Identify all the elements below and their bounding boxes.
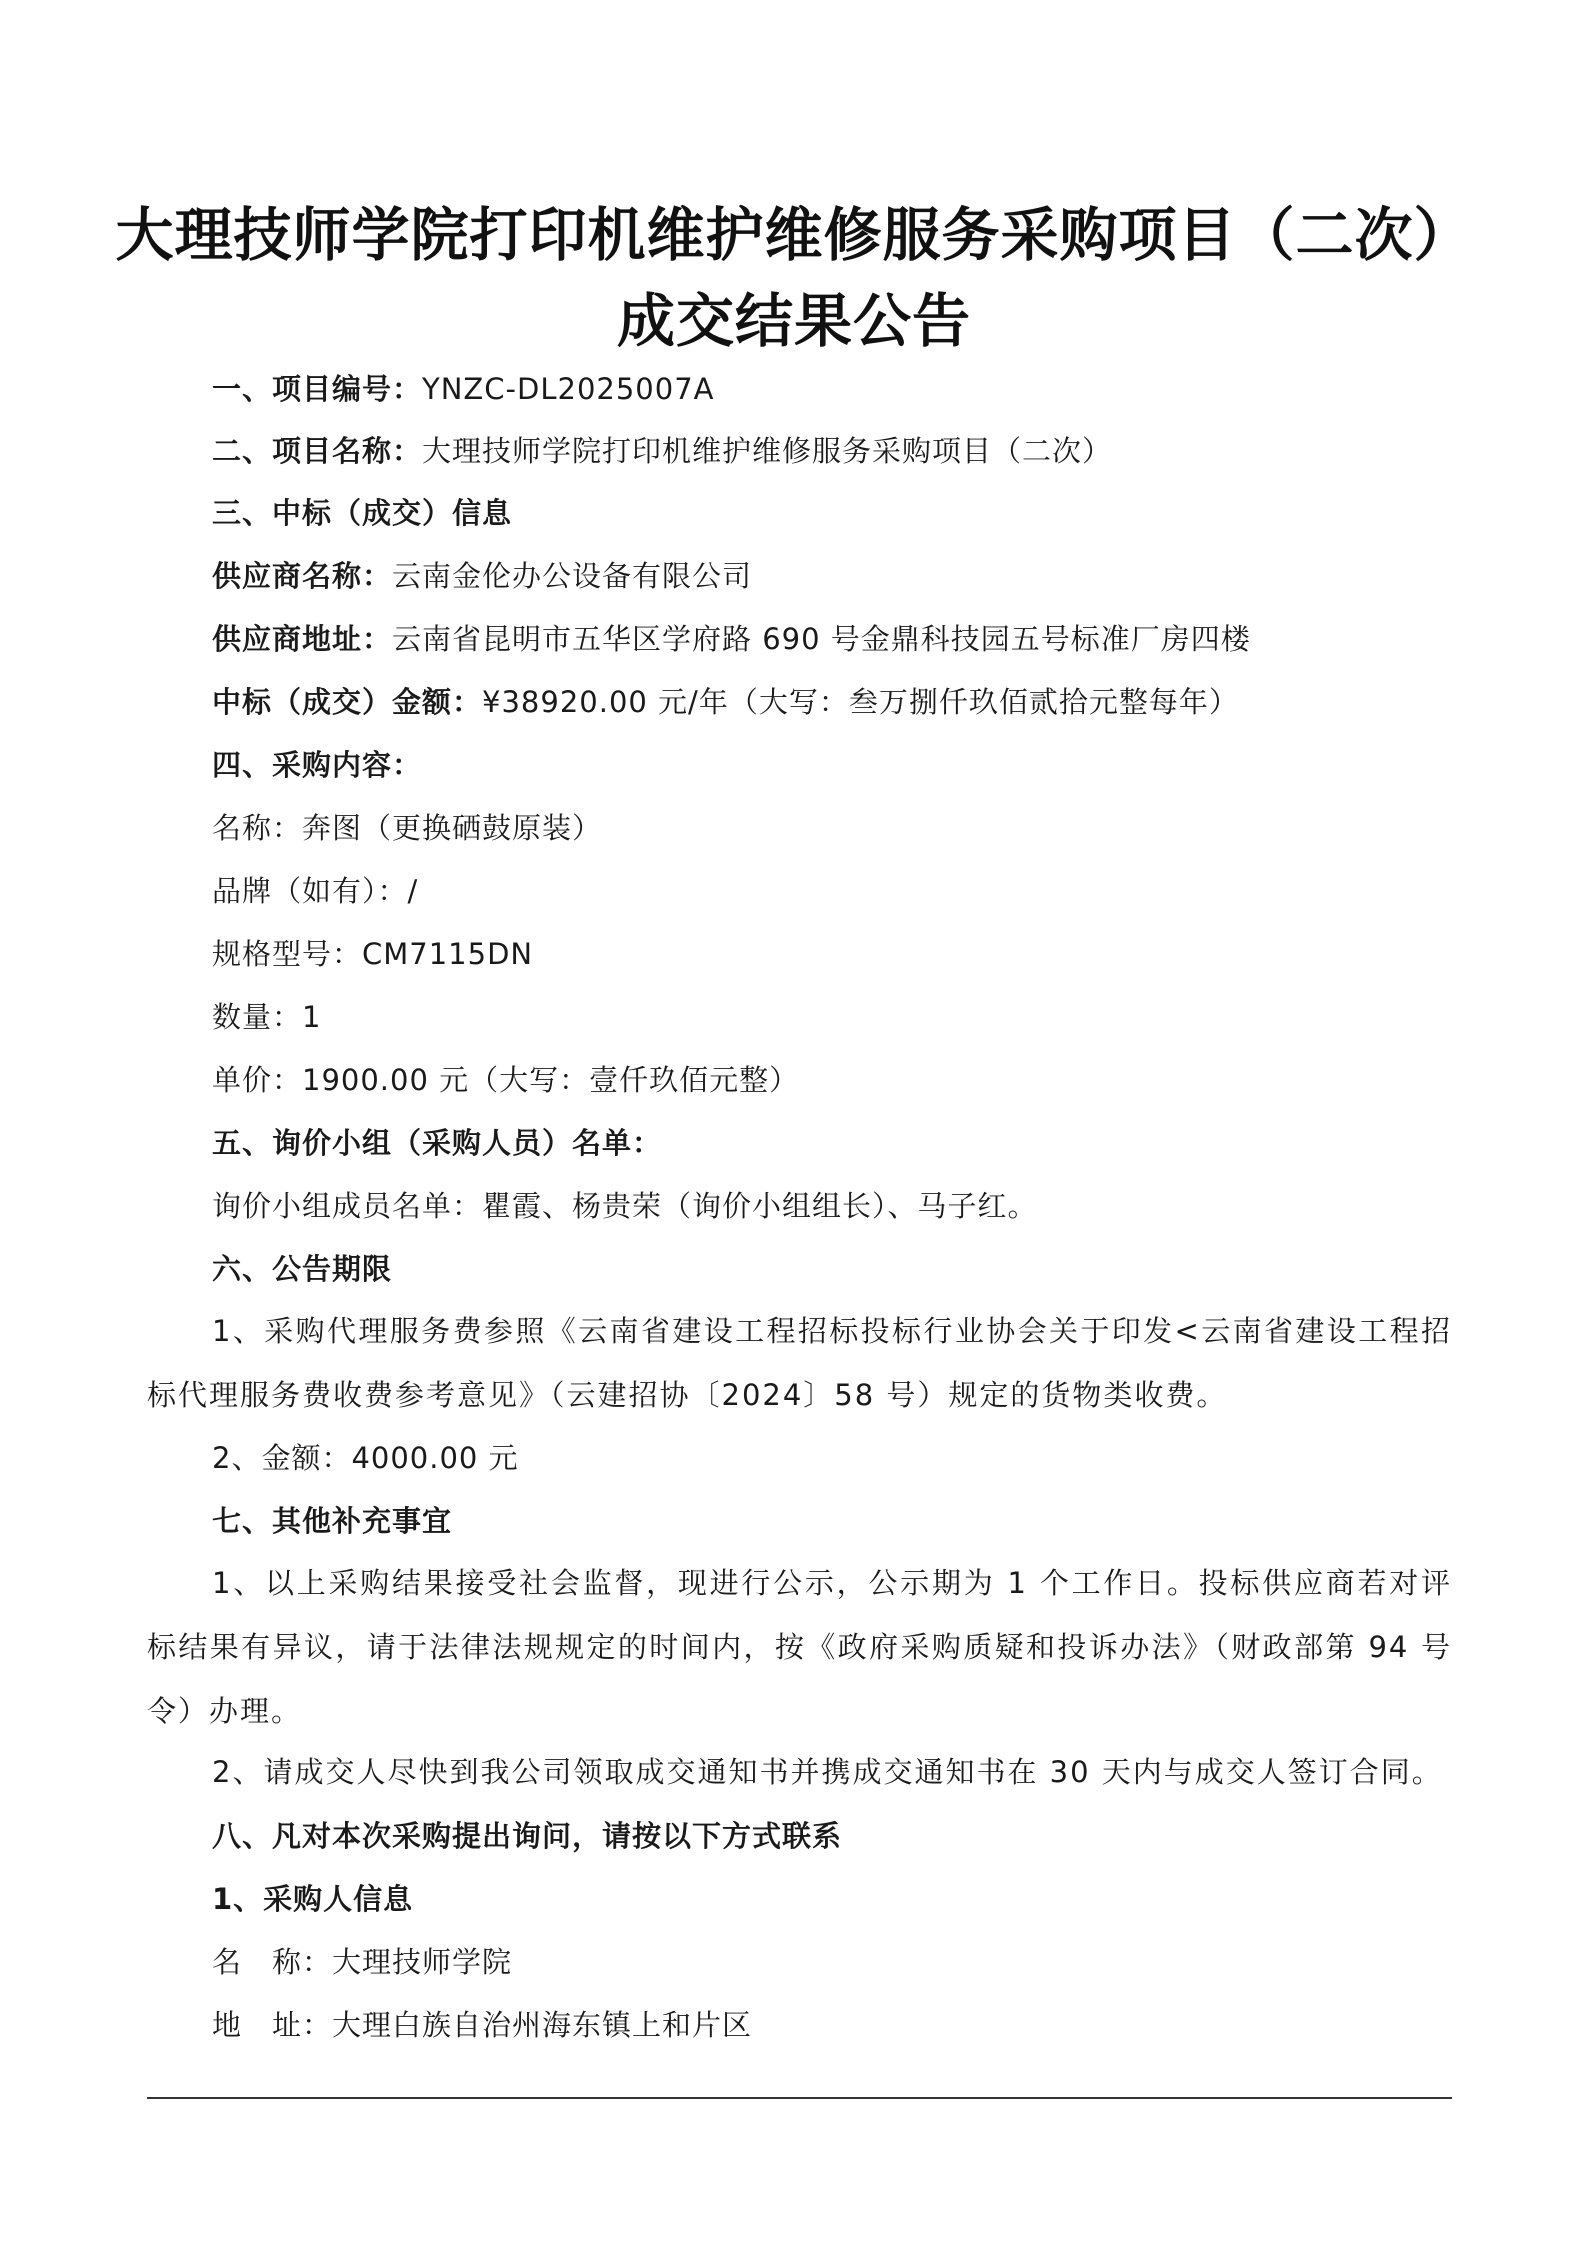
supplier-name-line [212, 559, 753, 593]
section-7-paragraph-1: 1、以上采购结果接受社会监督，现进行公示，公示期为 1 个工作日。投标供应商若对评标结果有异议，请于法律法规规定的时间内，按《政府采购质疑和投诉办法》（财政部第 94 号令）办理。 [147, 1566, 1452, 1728]
purchaser-address-label: 地 址： [212, 2008, 333, 2042]
document-title-line2: 成交结果公告 [616, 287, 971, 355]
purchaser-address-line [212, 2008, 753, 2042]
item-brand: 品牌（如有）：/ [212, 874, 419, 908]
document-title-line1: 大理技师学院打印机维护维修服务采购项目（二次） [115, 201, 1473, 269]
section-3-heading: 三、中标（成交）信息 [212, 496, 513, 530]
award-amount-value: ¥38920.00 元/年（大写：叁万捌仟玖佰贰拾元整每年） [482, 685, 1239, 719]
supplier-name-label: 供应商名称： [212, 559, 393, 593]
section-5-heading: 五、询价小组（采购人员）名单： [212, 1126, 663, 1160]
section-4-heading: 四、采购内容： [212, 748, 423, 782]
purchaser-info-heading: 1、采购人信息 [212, 1882, 414, 1916]
supplier-address-label: 供应商地址： [212, 622, 393, 656]
section-7-heading: 七、其他补充事宜 [212, 1504, 453, 1538]
purchaser-name-value: 大理技师学院 [332, 1945, 513, 1979]
supplier-address-value: 云南省昆明市五华区学府路 690 号金鼎科技园五号标准厂房四楼 [392, 622, 1251, 656]
supplier-name-value: 云南金伦办公设备有限公司 [392, 559, 753, 593]
item-quantity: 数量：1 [212, 1000, 322, 1034]
section-6-paragraph-1: 1、采购代理服务费参照《云南省建设工程招标投标行业协会关于印发<云南省建设工程招标代理服务费收费参考意见》（云建招协〔2024〕58 号）规定的货物类收费。 [147, 1314, 1452, 1412]
purchaser-name-label: 名 称： [212, 1945, 333, 1979]
footer-divider [147, 2097, 1452, 2099]
section-6-paragraph-2: 2、金额：4000.00 元 [212, 1441, 519, 1475]
item-name: 名称：奔图（更换硒鼓原装） [212, 811, 603, 845]
item-unit-price: 单价：1900.00 元（大写：壹仟玖佰元整） [212, 1063, 800, 1097]
award-amount-label: 中标（成交）金额： [212, 685, 483, 719]
section-8-heading: 八、凡对本次采购提出询问，请按以下方式联系 [212, 1819, 843, 1853]
section-6-heading: 六、公告期限 [212, 1252, 393, 1286]
section-7-paragraph-2: 2、请成交人尽快到我公司领取成交通知书并携成交通知书在 30 天内与成交人签订合同。 [212, 1755, 1443, 1789]
item-model: 规格型号：CM7115DN [212, 937, 534, 971]
purchaser-name-line [212, 1945, 513, 1979]
purchaser-address-value: 大理白族自治州海东镇上和片区 [332, 2008, 753, 2042]
award-amount-line [212, 685, 1239, 719]
project-name-label: 二、项目名称： [212, 434, 423, 468]
panel-members: 询价小组成员名单：瞿霞、杨贵荣（询价小组组长）、马子红。 [212, 1189, 1038, 1223]
project-name-value: 大理技师学院打印机维护维修服务采购项目（二次） [422, 434, 1113, 468]
project-name-line [212, 434, 1113, 468]
project-number-line [212, 372, 715, 406]
supplier-address-line [212, 622, 1251, 656]
project-number-value: YNZC-DL2025007A [422, 372, 715, 406]
project-number-label: 一、项目编号： [212, 372, 423, 406]
